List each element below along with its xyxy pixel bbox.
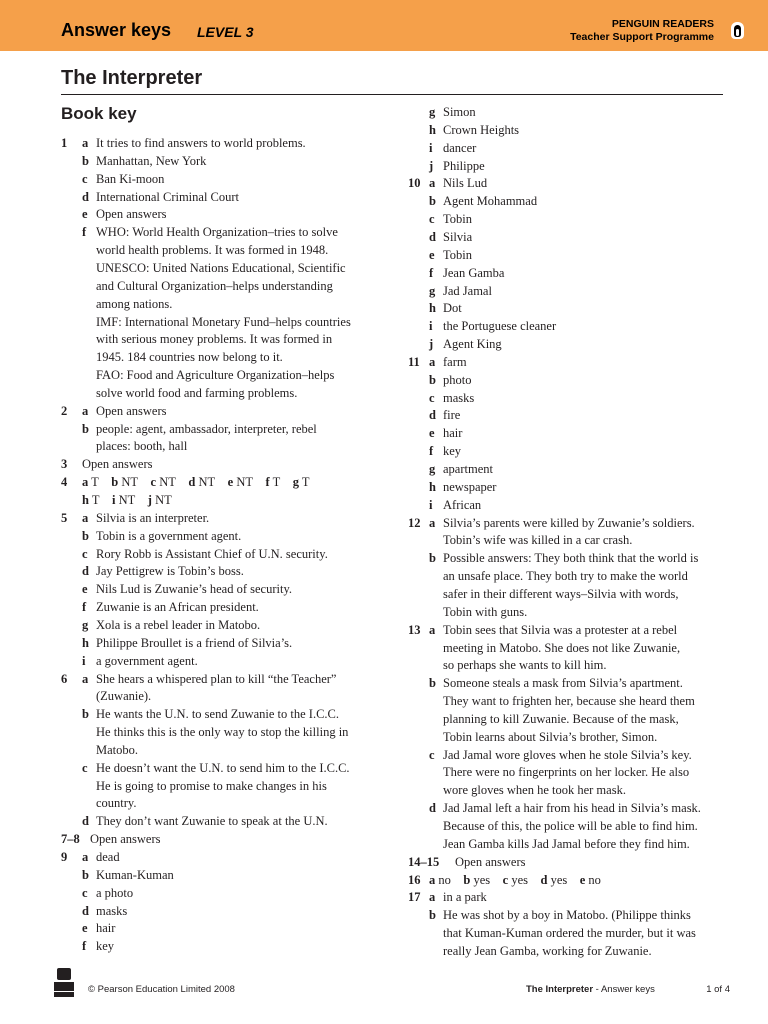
answer-text: a government agent. <box>96 653 198 668</box>
answer-text: UNESCO: United Nations Educational, Scientific <box>96 260 346 275</box>
brand-line-1: PENGUIN READERS <box>611 18 714 30</box>
question-number: 14–15 <box>408 854 440 869</box>
answer-text: T <box>301 475 310 490</box>
answer-text: that Kuman-Kuman ordered the murder, but it was <box>443 926 696 941</box>
answer-text: He was shot by a boy in Matobo. (Philippe thinks <box>443 908 691 923</box>
answer-text: Possible answers: They both think that the world is <box>443 551 699 566</box>
question-number: 1 <box>61 136 68 150</box>
answer-letter: c <box>82 760 88 775</box>
answer-text: He wants the U.N. to send Zuwanie to the I.C.C. <box>96 707 340 722</box>
answer-letter: d <box>82 189 89 204</box>
question-number: 13 <box>408 622 421 637</box>
answer-text: country. <box>96 796 137 811</box>
answer-letter: d <box>429 801 436 816</box>
answer-letter: c <box>429 390 435 405</box>
answer-letter: b <box>82 867 89 882</box>
answer-letter: i <box>112 493 116 507</box>
answer-letter: a <box>82 850 89 864</box>
answer-text: NT <box>118 493 136 507</box>
answer-letter: b <box>82 707 89 722</box>
answer-text: FAO: Food and Agriculture Organization–helps <box>96 368 335 383</box>
answer-text: 1945. 184 countries now belong to it. <box>96 350 283 365</box>
question-number: 11 <box>408 354 420 369</box>
question-number: 17 <box>408 890 421 905</box>
answer-text: in a park <box>443 890 487 905</box>
answer-text: so perhaps she wants to kill him. <box>443 658 607 673</box>
answer-text: really Jean Gamba, working for Zuwanie. <box>443 943 652 958</box>
answer-letter: e <box>579 872 586 887</box>
question-number: 9 <box>61 850 68 864</box>
answer-letter: g <box>429 283 436 298</box>
inline-answers <box>429 872 601 890</box>
answer-letter: f <box>429 265 434 280</box>
answer-text: Crown Heights <box>443 122 520 137</box>
answer-letter: a <box>82 403 89 418</box>
answer-text: WHO: World Health Organization–tries to solve <box>96 225 338 240</box>
answer-text: among nations. <box>96 296 173 311</box>
answer-text: Jean Gamba kills Jad Jamal before they find him. <box>443 836 690 851</box>
answer-text: places: booth, hall <box>96 439 188 454</box>
answer-text: Jay Pettigrew is Tobin’s boss. <box>96 564 244 579</box>
answer-letter: a <box>429 176 436 191</box>
answer-text: Tobin is a government agent. <box>96 528 242 543</box>
answer-letter: a <box>82 136 89 150</box>
answer-text: Tobin learns about Silvia’s brother, Simon. <box>443 729 658 744</box>
answer-letter: c <box>82 885 88 900</box>
answer-letter: b <box>463 872 471 887</box>
answer-text: apartment <box>443 462 493 476</box>
answer-text: with serious money problems. It was formed in <box>96 332 333 347</box>
answer-letter: a <box>82 510 89 525</box>
answer-text: planning to kill Zuwanie. Because of the mask, <box>443 711 679 726</box>
answer-letter: d <box>429 408 436 423</box>
question-number: 4 <box>61 475 68 490</box>
answer-text: key <box>443 444 462 459</box>
answer-text: meeting in Matobo. She does not like Zuwanie, <box>443 640 681 655</box>
answer-text: Rory Robb is Assistant Chief of U.N. security. <box>96 546 328 561</box>
answer-text: African <box>443 497 482 512</box>
page-number: 1 of 4 <box>706 984 730 995</box>
copyright-text: © Pearson Education Limited 2008 <box>88 984 235 995</box>
answer-letter: i <box>429 140 433 155</box>
answer-text: Silvia <box>443 229 473 244</box>
answer-text: Jad Jamal left a hair from his head in Silvia’s mask. <box>443 801 701 816</box>
answer-text: the Portuguese cleaner <box>443 319 557 334</box>
answer-text: safer in their different ways–Silvia with words, <box>443 586 679 601</box>
answer-letter: i <box>429 319 433 334</box>
answer-letter: e <box>82 921 88 936</box>
answer-letter: e <box>429 426 435 441</box>
answer-letter: e <box>82 582 88 597</box>
answer-text: T <box>91 493 100 507</box>
answer-text: Nils Lud is Zuwanie’s head of security. <box>96 582 293 597</box>
title-divider <box>61 94 723 95</box>
answer-letter: c <box>502 872 509 887</box>
answer-letter: f <box>265 475 270 490</box>
answer-letter: g <box>292 475 299 490</box>
answer-text: Matobo. <box>96 742 139 757</box>
answer-letter: h <box>429 479 436 494</box>
answer-letter: f <box>429 444 434 459</box>
answer-letter: h <box>429 122 436 137</box>
answer-letter: b <box>111 475 119 490</box>
answer-text: Philippe <box>443 158 485 173</box>
answer-text: masks <box>443 390 475 405</box>
answer-letter: f <box>82 939 87 954</box>
answer-letter: a <box>82 671 89 686</box>
question-number: 16 <box>408 872 421 887</box>
answer-text: NT <box>159 475 176 490</box>
answer-letter: c <box>150 475 157 490</box>
answer-text: They want to frighten her, because she heard them <box>443 694 695 709</box>
answer-text: They don’t want Zuwanie to speak at the U.N. <box>96 814 328 829</box>
answer-text: Tobin <box>443 212 472 227</box>
inline-answers <box>82 474 310 492</box>
answer-text: Open answers <box>96 207 167 222</box>
answer-text: yes <box>550 872 568 887</box>
answer-text: wore gloves when he took her mask. <box>443 783 626 798</box>
answer-letter: g <box>429 105 436 119</box>
answer-letter: i <box>429 497 433 512</box>
answer-text: Nils Lud <box>443 176 488 191</box>
answer-keys-title: Answer keys <box>61 20 172 40</box>
answer-letter: a <box>429 354 436 369</box>
answer-text: Dot <box>443 301 462 316</box>
answer-letter: e <box>429 247 435 262</box>
answer-letter: h <box>82 493 89 507</box>
answer-text: Someone steals a mask from Silvia’s apartment. <box>443 676 683 691</box>
answer-text: Tobin’s wife was killed in a car crash. <box>443 533 633 548</box>
answer-text: hair <box>96 921 116 936</box>
brand-text <box>570 18 714 44</box>
answer-text: Agent King <box>443 337 502 352</box>
answer-letter: b <box>82 528 89 543</box>
answer-text: NT <box>198 475 216 490</box>
answer-letter: h <box>429 301 436 316</box>
section-title: Book key <box>61 104 137 123</box>
answer-text: Agent Mohammad <box>443 194 538 209</box>
question-number: 12 <box>408 515 421 530</box>
answer-letter: b <box>429 194 436 209</box>
header-bar <box>0 0 768 51</box>
answer-letter: d <box>82 564 89 579</box>
answer-letter: b <box>82 153 89 168</box>
answer-letter: e <box>82 207 88 222</box>
answer-text: photo <box>443 372 472 387</box>
answer-text: key <box>96 939 115 954</box>
answer-text: He doesn’t want the U.N. to send him to the I.C.C. <box>96 760 350 775</box>
footer-book-title <box>526 984 655 995</box>
answer-letter: d <box>188 475 196 490</box>
answer-text: Jad Jamal wore gloves when he stole Silvia’s key. <box>443 747 692 762</box>
answer-text: masks <box>96 903 128 918</box>
document-title: The Interpreter <box>61 67 203 89</box>
answer-text: no <box>438 872 451 887</box>
answer-letter: a <box>429 890 436 905</box>
question-number: 7–8 <box>61 832 80 847</box>
answer-text: no <box>588 872 601 887</box>
answer-text: International Criminal Court <box>96 189 240 204</box>
answer-text: hair <box>443 426 463 441</box>
answer-letter: d <box>429 229 436 244</box>
answer-letter: h <box>82 635 89 650</box>
answer-text: Silvia is an interpreter. <box>96 510 210 525</box>
answer-text: Tobin <box>443 247 472 262</box>
answer-letter: d <box>540 872 548 887</box>
answer-text: newspaper <box>443 479 497 494</box>
answer-text: NT <box>236 475 254 490</box>
answer-text: and Cultural Organization–helps understanding <box>96 278 333 293</box>
answer-text: Because of this, the police will be able to find him. <box>443 819 698 833</box>
answer-text: She hears a whispered plan to kill “the Teacher” <box>96 671 337 686</box>
answer-letter: g <box>429 462 436 476</box>
answer-letter: c <box>82 546 88 561</box>
answer-letter: b <box>429 676 436 691</box>
answer-text: T <box>272 475 281 490</box>
answer-text: yes <box>511 872 528 887</box>
answer-text: T <box>91 475 99 490</box>
answer-text: Xola is a rebel leader in Matobo. <box>96 617 261 632</box>
answer-text: farm <box>443 354 467 369</box>
answer-text: Open answers <box>455 854 526 869</box>
answer-text: a photo <box>96 885 134 900</box>
answer-letter: a <box>429 872 436 887</box>
brand-line-2: Teacher Support Programme <box>570 31 714 43</box>
question-number: 10 <box>408 176 421 191</box>
answer-letter: i <box>82 653 86 668</box>
question-number: 6 <box>61 671 68 686</box>
answer-text: Tobin sees that Silvia was a protester at a rebel <box>443 622 678 637</box>
answer-text: Manhattan, New York <box>96 153 207 168</box>
answer-letter: j <box>147 493 152 507</box>
question-number: 3 <box>61 457 68 472</box>
answer-text: Philippe Broullet is a friend of Silvia’s. <box>96 635 293 650</box>
answer-letter: f <box>82 225 87 240</box>
answer-text: NT <box>155 493 172 507</box>
answer-text: Tobin with guns. <box>443 604 528 619</box>
answer-text: NT <box>121 475 139 490</box>
answer-letter: c <box>429 747 435 762</box>
answer-letter: g <box>82 617 89 632</box>
answer-text: Simon <box>443 105 476 119</box>
answer-text: He is going to promise to make changes in his <box>96 778 327 793</box>
answer-text: Kuman-Kuman <box>96 867 174 882</box>
answer-text: He thinks this is the only way to stop the killing in <box>96 725 349 740</box>
answer-text: fire <box>443 408 461 423</box>
answer-letter: d <box>82 814 89 829</box>
answer-letter: b <box>429 372 436 387</box>
answer-letter: b <box>429 908 436 923</box>
answer-text: Jean Gamba <box>443 265 505 280</box>
answer-letter: f <box>82 600 87 615</box>
inline-answers <box>82 492 172 510</box>
answer-text: IMF: International Monetary Fund–helps countries <box>96 314 351 329</box>
answer-text: (Zuwanie). <box>96 689 152 704</box>
answer-text: world health problems. It was formed in 1948. <box>96 243 329 258</box>
answer-letter: a <box>429 622 436 637</box>
answer-text: Ban Ki-moon <box>96 171 165 186</box>
penguin-logo-icon <box>731 22 744 39</box>
answer-text: It tries to find answers to world problems. <box>96 136 306 150</box>
answer-letter: c <box>82 171 88 186</box>
answer-text: Open answers <box>96 403 167 418</box>
answer-text: Open answers <box>82 457 153 472</box>
answer-text: Open answers <box>90 832 161 847</box>
answer-text: There were no fingerprints on her locker. He also <box>443 765 690 780</box>
question-number: 2 <box>61 403 68 418</box>
footer-book-name: The Interpreter <box>526 984 594 995</box>
level-label: LEVEL 3 <box>197 24 254 40</box>
answer-letter: j <box>429 158 434 173</box>
question-number: 5 <box>61 510 68 525</box>
answer-text: dead <box>96 850 120 864</box>
answer-letter: a <box>429 515 436 530</box>
answer-letter: j <box>429 337 434 352</box>
answer-text: Silvia’s parents were killed by Zuwanie’s soldiers. <box>443 515 695 530</box>
answer-text: an unsafe place. They both try to make the world <box>443 569 688 584</box>
footer-suffix: - Answer keys <box>593 984 655 995</box>
answer-text: yes <box>473 872 491 887</box>
answer-text: Zuwanie is an African president. <box>96 600 259 615</box>
answer-letter: b <box>82 421 89 436</box>
answer-text: people: agent, ambassador, interpreter, rebel <box>96 421 317 436</box>
answer-letter: b <box>429 551 436 566</box>
answer-letter: a <box>82 475 89 490</box>
answer-letter: c <box>429 212 435 227</box>
answer-text: Jad Jamal <box>443 283 492 298</box>
answer-letter: e <box>227 475 234 490</box>
answer-text: solve world food and farming problems. <box>96 385 298 400</box>
answer-letter: d <box>82 903 89 918</box>
pearson-logo-icon <box>54 968 74 998</box>
answer-text: dancer <box>443 140 477 155</box>
